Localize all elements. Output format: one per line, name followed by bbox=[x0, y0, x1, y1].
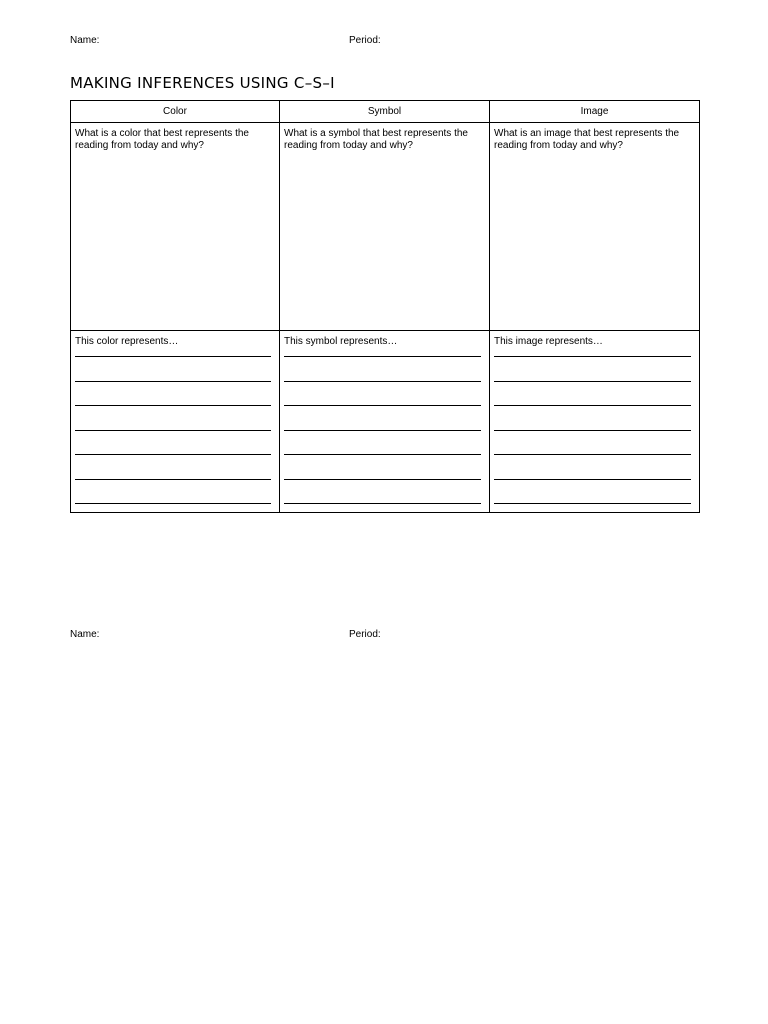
color-answer-cell[interactable] bbox=[71, 331, 280, 513]
writing-line bbox=[494, 455, 691, 480]
csi-table bbox=[70, 100, 700, 513]
symbol-question-cell[interactable] bbox=[280, 123, 490, 331]
image-question-text: What is an image that best represents the reading from today and why? bbox=[494, 128, 680, 151]
answer-row bbox=[71, 331, 700, 513]
color-writing-lines bbox=[75, 351, 271, 504]
header-row bbox=[71, 101, 700, 123]
writing-line bbox=[494, 357, 691, 382]
worksheet-title: MAKING INFERENCES USING C–S–I bbox=[70, 74, 335, 92]
image-answer-prompt: This image represents… bbox=[494, 336, 603, 347]
name-label: Name: bbox=[70, 35, 100, 46]
image-answer-cell[interactable] bbox=[490, 331, 700, 513]
writing-line bbox=[494, 480, 691, 505]
writing-line bbox=[494, 382, 691, 407]
writing-line bbox=[75, 382, 271, 407]
column-header-symbol: Symbol bbox=[280, 101, 490, 123]
color-answer-prompt: This color represents… bbox=[75, 336, 179, 347]
writing-line bbox=[75, 455, 271, 480]
writing-line bbox=[494, 431, 691, 456]
image-question-cell[interactable] bbox=[490, 123, 700, 331]
writing-line bbox=[75, 357, 271, 382]
symbol-answer-cell[interactable] bbox=[280, 331, 490, 513]
symbol-question-text: What is a symbol that best represents the reading from today and why? bbox=[284, 128, 468, 151]
writing-line bbox=[284, 406, 481, 431]
image-writing-lines bbox=[494, 351, 691, 504]
period-label: Period: bbox=[349, 35, 381, 46]
column-header-image: Image bbox=[490, 101, 700, 123]
name-label-second: Name: bbox=[70, 629, 100, 640]
writing-line bbox=[284, 480, 481, 505]
color-question-text: What is a color that best represents the reading from today and why? bbox=[75, 128, 249, 151]
writing-line bbox=[284, 357, 481, 382]
writing-line bbox=[284, 382, 481, 407]
writing-line bbox=[75, 480, 271, 505]
writing-line bbox=[75, 406, 271, 431]
symbol-answer-prompt: This symbol represents… bbox=[284, 336, 398, 347]
color-question-cell[interactable] bbox=[71, 123, 280, 331]
writing-line bbox=[284, 431, 481, 456]
column-header-color: Color bbox=[71, 101, 280, 123]
symbol-writing-lines bbox=[284, 351, 481, 504]
writing-line bbox=[75, 431, 271, 456]
writing-line bbox=[494, 406, 691, 431]
question-row bbox=[71, 123, 700, 331]
writing-line bbox=[284, 455, 481, 480]
period-label-second: Period: bbox=[349, 629, 381, 640]
